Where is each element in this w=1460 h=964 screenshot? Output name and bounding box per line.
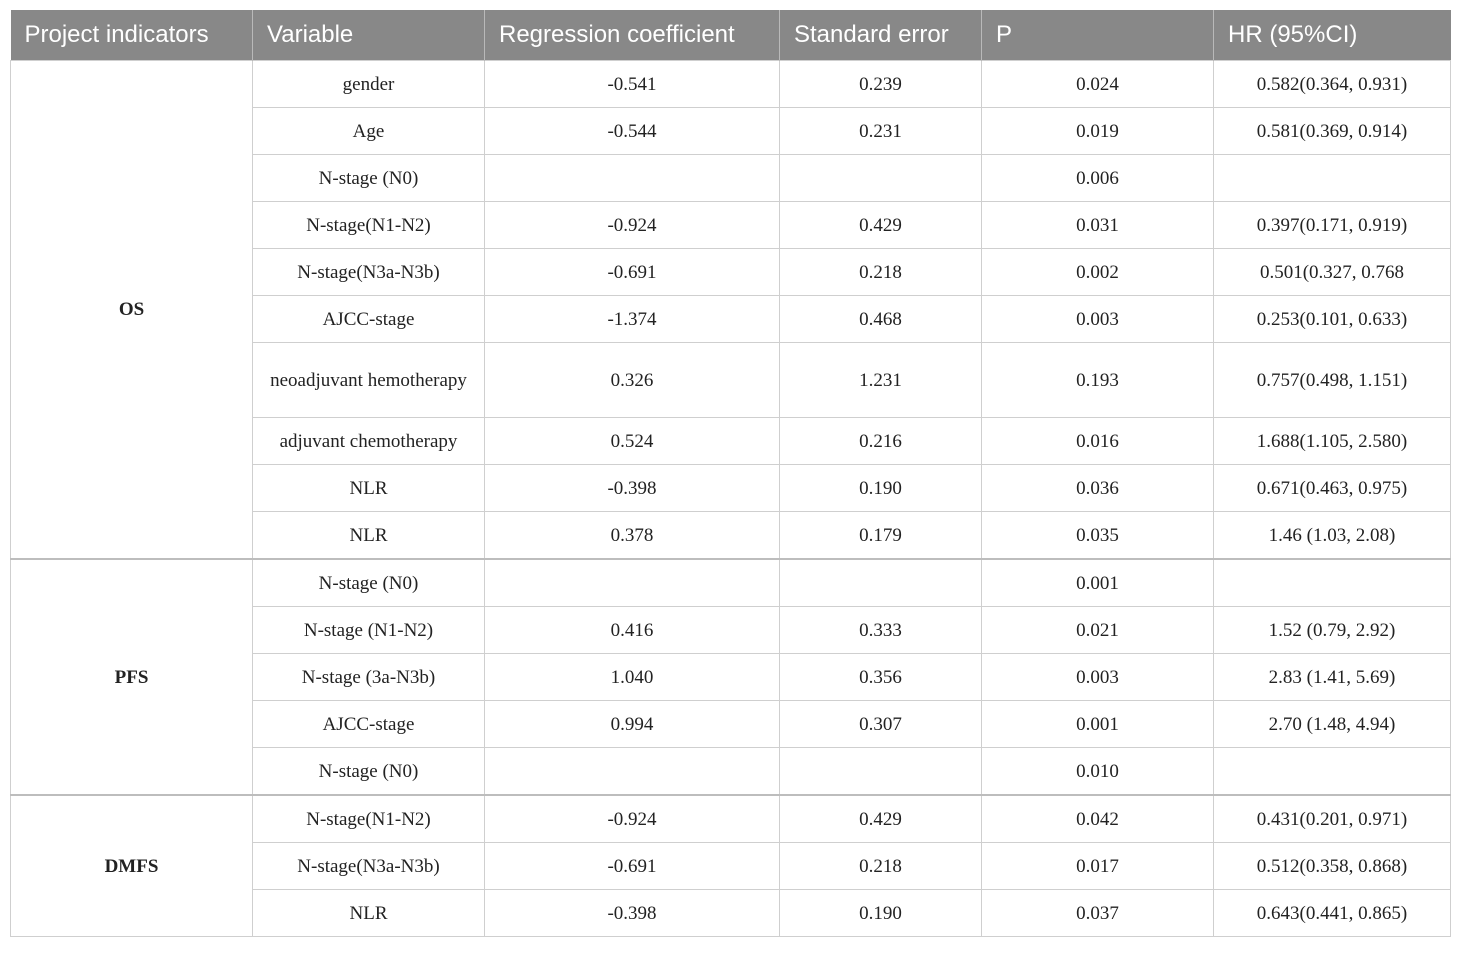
coefficient-cell	[485, 748, 780, 796]
table-row	[11, 795, 1451, 843]
coefficient-cell: 0.326	[485, 343, 780, 418]
variable-cell: NLR	[253, 465, 485, 512]
variable-cell: N-stage(N3a-N3b)	[253, 843, 485, 890]
variable-cell: N-stage (N0)	[253, 155, 485, 202]
coefficient-cell: -0.691	[485, 249, 780, 296]
p-value-cell: 0.193	[982, 343, 1214, 418]
variable-cell: neoadjuvant hemotherapy	[253, 343, 485, 418]
hr-cell: 0.582(0.364, 0.931)	[1214, 61, 1451, 108]
p-value-cell: 0.019	[982, 108, 1214, 155]
coefficient-cell: -0.541	[485, 61, 780, 108]
coefficient-cell: 1.040	[485, 654, 780, 701]
hr-cell: 2.70 (1.48, 4.94)	[1214, 701, 1451, 748]
variable-cell: gender	[253, 61, 485, 108]
p-value-cell: 0.021	[982, 607, 1214, 654]
p-value-cell: 0.001	[982, 701, 1214, 748]
hr-cell: 0.397(0.171, 0.919)	[1214, 202, 1451, 249]
standard-error-cell: 0.190	[780, 465, 982, 512]
p-value-cell: 0.003	[982, 654, 1214, 701]
p-value-cell: 0.024	[982, 61, 1214, 108]
standard-error-cell: 0.333	[780, 607, 982, 654]
header-hr: HR (95%CI)	[1214, 10, 1451, 61]
p-value-cell: 0.037	[982, 890, 1214, 937]
variable-cell: AJCC-stage	[253, 701, 485, 748]
hr-cell: 0.512(0.358, 0.868)	[1214, 843, 1451, 890]
variable-cell: N-stage (N1-N2)	[253, 607, 485, 654]
p-value-cell: 0.006	[982, 155, 1214, 202]
hr-cell: 1.46 (1.03, 2.08)	[1214, 512, 1451, 560]
table-header	[11, 10, 1451, 61]
coefficient-cell: -0.398	[485, 465, 780, 512]
variable-cell: N-stage (N0)	[253, 559, 485, 607]
standard-error-cell: 1.231	[780, 343, 982, 418]
variable-cell: N-stage(N3a-N3b)	[253, 249, 485, 296]
header-regression-coefficient: Regression coefficient	[485, 10, 780, 61]
coefficient-cell	[485, 155, 780, 202]
variable-cell: N-stage (N0)	[253, 748, 485, 796]
p-value-cell: 0.003	[982, 296, 1214, 343]
p-value-cell: 0.002	[982, 249, 1214, 296]
p-value-cell: 0.042	[982, 795, 1214, 843]
standard-error-cell	[780, 155, 982, 202]
p-value-cell: 0.031	[982, 202, 1214, 249]
p-value-cell: 0.017	[982, 843, 1214, 890]
header-p: P	[982, 10, 1214, 61]
coefficient-cell	[485, 559, 780, 607]
coefficient-cell: -0.691	[485, 843, 780, 890]
coefficient-cell: -0.924	[485, 202, 780, 249]
p-value-cell: 0.035	[982, 512, 1214, 560]
variable-cell: N-stage(N1-N2)	[253, 795, 485, 843]
variable-cell: AJCC-stage	[253, 296, 485, 343]
header-project-indicators: Project indicators	[11, 10, 253, 61]
coefficient-cell: -1.374	[485, 296, 780, 343]
variable-cell: NLR	[253, 512, 485, 560]
group-label: PFS	[11, 559, 253, 795]
standard-error-cell: 0.218	[780, 249, 982, 296]
hr-cell: 0.643(0.441, 0.865)	[1214, 890, 1451, 937]
standard-error-cell: 0.231	[780, 108, 982, 155]
hr-cell	[1214, 748, 1451, 796]
group-label: DMFS	[11, 795, 253, 937]
hr-cell: 1.688(1.105, 2.580)	[1214, 418, 1451, 465]
p-value-cell: 0.036	[982, 465, 1214, 512]
variable-cell: Age	[253, 108, 485, 155]
variable-cell: adjuvant chemotherapy	[253, 418, 485, 465]
coefficient-cell: 0.416	[485, 607, 780, 654]
table-row	[11, 61, 1451, 108]
coefficient-cell: 0.378	[485, 512, 780, 560]
coefficient-cell: -0.924	[485, 795, 780, 843]
standard-error-cell: 0.307	[780, 701, 982, 748]
hr-cell: 0.253(0.101, 0.633)	[1214, 296, 1451, 343]
coefficient-cell: 0.524	[485, 418, 780, 465]
header-standard-error: Standard error	[780, 10, 982, 61]
coefficient-cell: -0.398	[485, 890, 780, 937]
hr-cell: 0.671(0.463, 0.975)	[1214, 465, 1451, 512]
standard-error-cell: 0.429	[780, 202, 982, 249]
standard-error-cell: 0.239	[780, 61, 982, 108]
hr-cell: 0.501(0.327, 0.768	[1214, 249, 1451, 296]
standard-error-cell: 0.218	[780, 843, 982, 890]
hr-cell: 1.52 (0.79, 2.92)	[1214, 607, 1451, 654]
variable-cell: N-stage (3a-N3b)	[253, 654, 485, 701]
coefficient-cell: -0.544	[485, 108, 780, 155]
standard-error-cell: 0.190	[780, 890, 982, 937]
hr-cell	[1214, 559, 1451, 607]
p-value-cell: 0.016	[982, 418, 1214, 465]
hr-cell: 0.431(0.201, 0.971)	[1214, 795, 1451, 843]
hr-cell: 0.757(0.498, 1.151)	[1214, 343, 1451, 418]
table-row	[11, 559, 1451, 607]
standard-error-cell: 0.356	[780, 654, 982, 701]
table-body	[11, 61, 1451, 937]
p-value-cell: 0.010	[982, 748, 1214, 796]
coefficient-cell: 0.994	[485, 701, 780, 748]
header-row	[11, 10, 1451, 61]
standard-error-cell: 0.216	[780, 418, 982, 465]
hr-cell: 0.581(0.369, 0.914)	[1214, 108, 1451, 155]
p-value-cell: 0.001	[982, 559, 1214, 607]
standard-error-cell: 0.179	[780, 512, 982, 560]
variable-cell: NLR	[253, 890, 485, 937]
standard-error-cell	[780, 559, 982, 607]
hr-cell	[1214, 155, 1451, 202]
group-label: OS	[11, 61, 253, 560]
header-variable: Variable	[253, 10, 485, 61]
standard-error-cell: 0.429	[780, 795, 982, 843]
standard-error-cell: 0.468	[780, 296, 982, 343]
regression-table	[10, 10, 1451, 937]
hr-cell: 2.83 (1.41, 5.69)	[1214, 654, 1451, 701]
variable-cell: N-stage(N1-N2)	[253, 202, 485, 249]
standard-error-cell	[780, 748, 982, 796]
